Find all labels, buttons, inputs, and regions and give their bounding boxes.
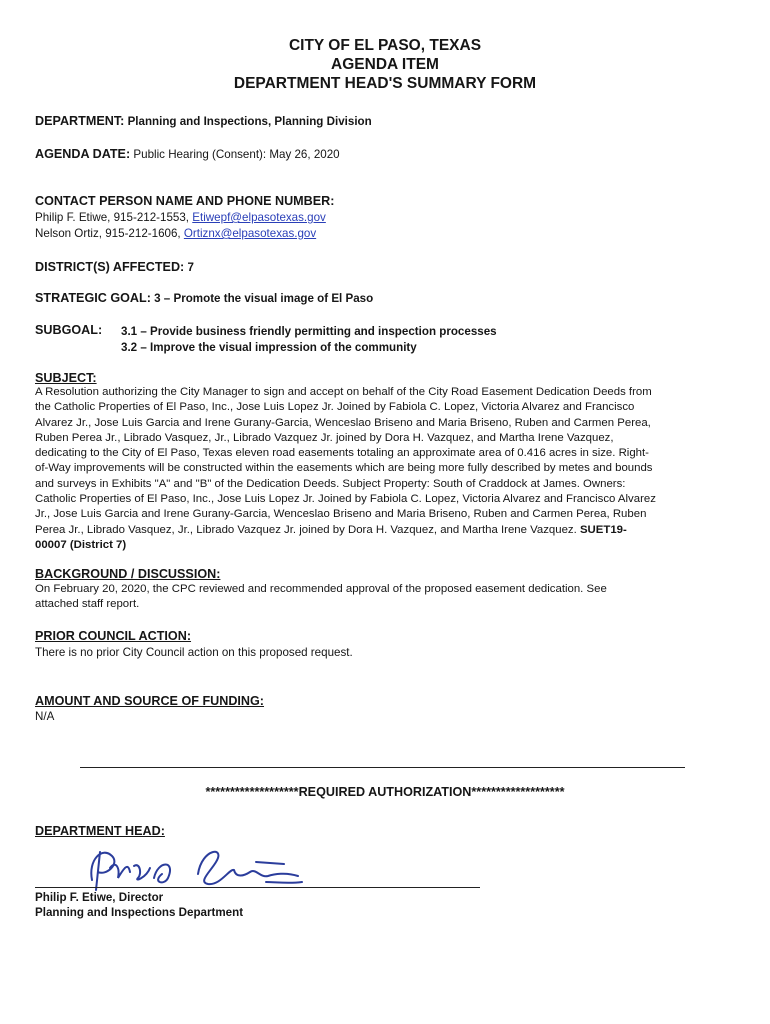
background-paragraph <box>35 582 735 613</box>
director-signature <box>80 838 320 898</box>
districts-row <box>35 259 194 276</box>
prior-council-text: There is no prior City Council action on this proposed request. <box>35 646 353 659</box>
contact-heading: CONTACT PERSON NAME AND PHONE NUMBER: <box>35 194 335 208</box>
case-number-district: 00007 (District 7) <box>35 538 127 551</box>
contact-1-text: Philip F. Etiwe, 915-212-1553, <box>35 211 193 224</box>
subject-line: Ruben Perea Jr., Librado Vasquez, Jr., Librado Vazquez Jr. joined by Dora H. Vazquez, and Martha Irene Vazquez, <box>35 431 614 444</box>
section-divider <box>80 767 685 768</box>
agenda-item-title: AGENDA ITEM <box>331 56 439 73</box>
strategic-goal-label: STRATEGIC GOAL: <box>35 291 151 305</box>
subject-line: Alvarez Jr., Jose Luis Garcia and Irene Gurany-Garcia, Wenceslao Briseno and Maria Briseno, Ruben and Carmen Perea, <box>35 416 651 429</box>
prior-council-heading: PRIOR COUNCIL ACTION: <box>35 629 192 643</box>
subject-line: and surveys in Exhibits "A" and "B" of the Dedication Deeds. Subject Property: South of Craddock at James. Owners: <box>35 477 626 490</box>
department-value: Planning and Inspections, Planning Division <box>127 115 372 128</box>
funding-heading: AMOUNT AND SOURCE OF FUNDING: <box>35 694 265 708</box>
form-title: DEPARTMENT HEAD'S SUMMARY FORM <box>233 75 537 92</box>
subject-line-last <box>35 523 735 538</box>
subject-line: Catholic Properties of El Paso, Inc., Jose Luis Lopez Jr. Joined by Fabiola C. Lopez, Victoria Alvarez and Francisco Alvarez <box>35 493 656 506</box>
department-head-heading: DEPARTMENT HEAD: <box>35 824 165 838</box>
director-name: Philip F. Etiwe, Director <box>35 891 164 904</box>
contact-person-1 <box>35 210 326 226</box>
agenda-date-value: Public Hearing (Consent): May 26, 2020 <box>133 148 340 161</box>
required-authorization: *******************REQUIRED AUTHORIZATION******************* <box>205 785 565 799</box>
contact-2-email-link[interactable]: Ortiznx@elpasotexas.gov <box>183 227 317 240</box>
subgoal-item-1: 3.1 – Provide business friendly permitting and inspection processes <box>121 325 497 338</box>
subject-line: A Resolution authorizing the City Manager to sign and accept on behalf of the City Road Easement Dedication Deeds from <box>35 386 652 398</box>
background-line: On February 20, 2020, the CPC reviewed and recommended approval of the proposed easement dedication. See <box>35 583 607 595</box>
subject-line: dedicating to the City of El Paso, Texas eleven road easements totaling an approximate area of 0.416 acres in size. Right- <box>35 447 649 460</box>
contact-1-email-link[interactable]: Etiwepf@elpasotexas.gov <box>192 211 326 224</box>
background-line: attached staff report. <box>35 598 140 611</box>
signature-line <box>35 887 480 888</box>
city-title: CITY OF EL PASO, TEXAS <box>288 37 482 54</box>
subject-line: Perea Jr., Librado Vasquez, Jr., Librado Vazquez Jr. joined by Dora H. Vazquez, and Martha Irene Vazquez. <box>35 523 580 536</box>
subject-paragraph <box>35 385 735 553</box>
agenda-date-label: AGENDA DATE: <box>35 147 131 161</box>
department-label: DEPARTMENT: <box>35 114 125 128</box>
strategic-goal-row <box>35 290 373 307</box>
strategic-goal-value: 3 – Promote the visual image of El Paso <box>154 292 374 305</box>
contact-2-text: Nelson Ortiz, 915-212-1606, <box>35 227 184 240</box>
districts-value: 7 <box>187 261 194 274</box>
subject-line: Jr., Jose Luis Garcia and Irene Gurany-Garcia, Wenceslao Briseno and Maria Briseno, Ruben and Carmen Perea, Ruben <box>35 508 647 521</box>
subject-line: the Catholic Properties of El Paso, Inc., Jose Luis Lopez Jr. Joined by Fabiola C. Lopez, Victoria Alvarez and Francisco <box>35 401 635 414</box>
department-row <box>35 113 372 130</box>
subgoal-label: SUBGOAL: <box>35 323 103 337</box>
subject-heading: SUBJECT: <box>35 371 97 385</box>
funding-text: N/A <box>35 710 55 723</box>
case-number: SUET19- <box>579 523 627 536</box>
director-department: Planning and Inspections Department <box>35 906 244 919</box>
subgoal-item-2: 3.2 – Improve the visual impression of the community <box>121 341 417 354</box>
districts-label: DISTRICT(S) AFFECTED: <box>35 260 185 274</box>
background-heading: BACKGROUND / DISCUSSION: <box>35 567 221 581</box>
contact-person-2 <box>35 226 316 242</box>
agenda-date-row <box>35 146 340 163</box>
subject-line: of-Way improvements will be constructed within the easements which are being more fully described by metes and bounds <box>35 462 653 475</box>
